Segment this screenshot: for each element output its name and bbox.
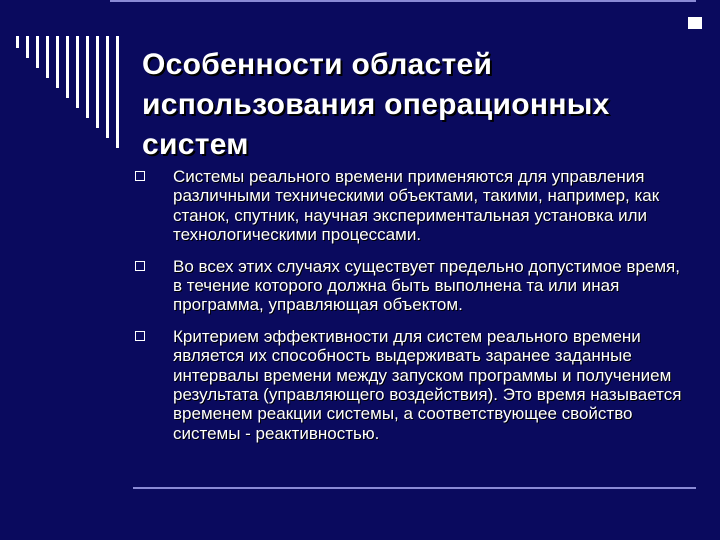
bullet-item xyxy=(133,167,688,245)
corner-square-decoration xyxy=(688,17,702,29)
hollow-square-bullet-icon xyxy=(135,171,145,181)
bullet-item xyxy=(133,327,688,443)
bullet-item xyxy=(133,257,688,315)
bullet-text: Критерием эффективности для систем реального времени является их способность выдерживать заранее заданные интервалы времени между запуском программы и получением результата (управляющего воздействия). Это время называется временем реакции системы, а соответствующее свойство системы - реактивностью. xyxy=(173,326,682,443)
bottom-divider xyxy=(133,487,696,489)
bullet-text: Системы реального времени применяются для управления различными техническими объектами, такими, например, как станок, спутник, научная экспериментальная установка или технологическими процессами. xyxy=(173,167,660,245)
top-divider xyxy=(110,0,696,2)
decorative-stripes xyxy=(0,0,130,160)
bullet-text: Во всех этих случаях существует предельно допустимое время, в течение которого должна быть выполнена та или иная программа, управляющая объектом. xyxy=(173,256,680,315)
hollow-square-bullet-icon xyxy=(135,261,145,271)
slide-title: Особенности областей использования операционных систем xyxy=(142,48,610,161)
bullet-list xyxy=(133,167,688,455)
hollow-square-bullet-icon xyxy=(135,331,145,341)
